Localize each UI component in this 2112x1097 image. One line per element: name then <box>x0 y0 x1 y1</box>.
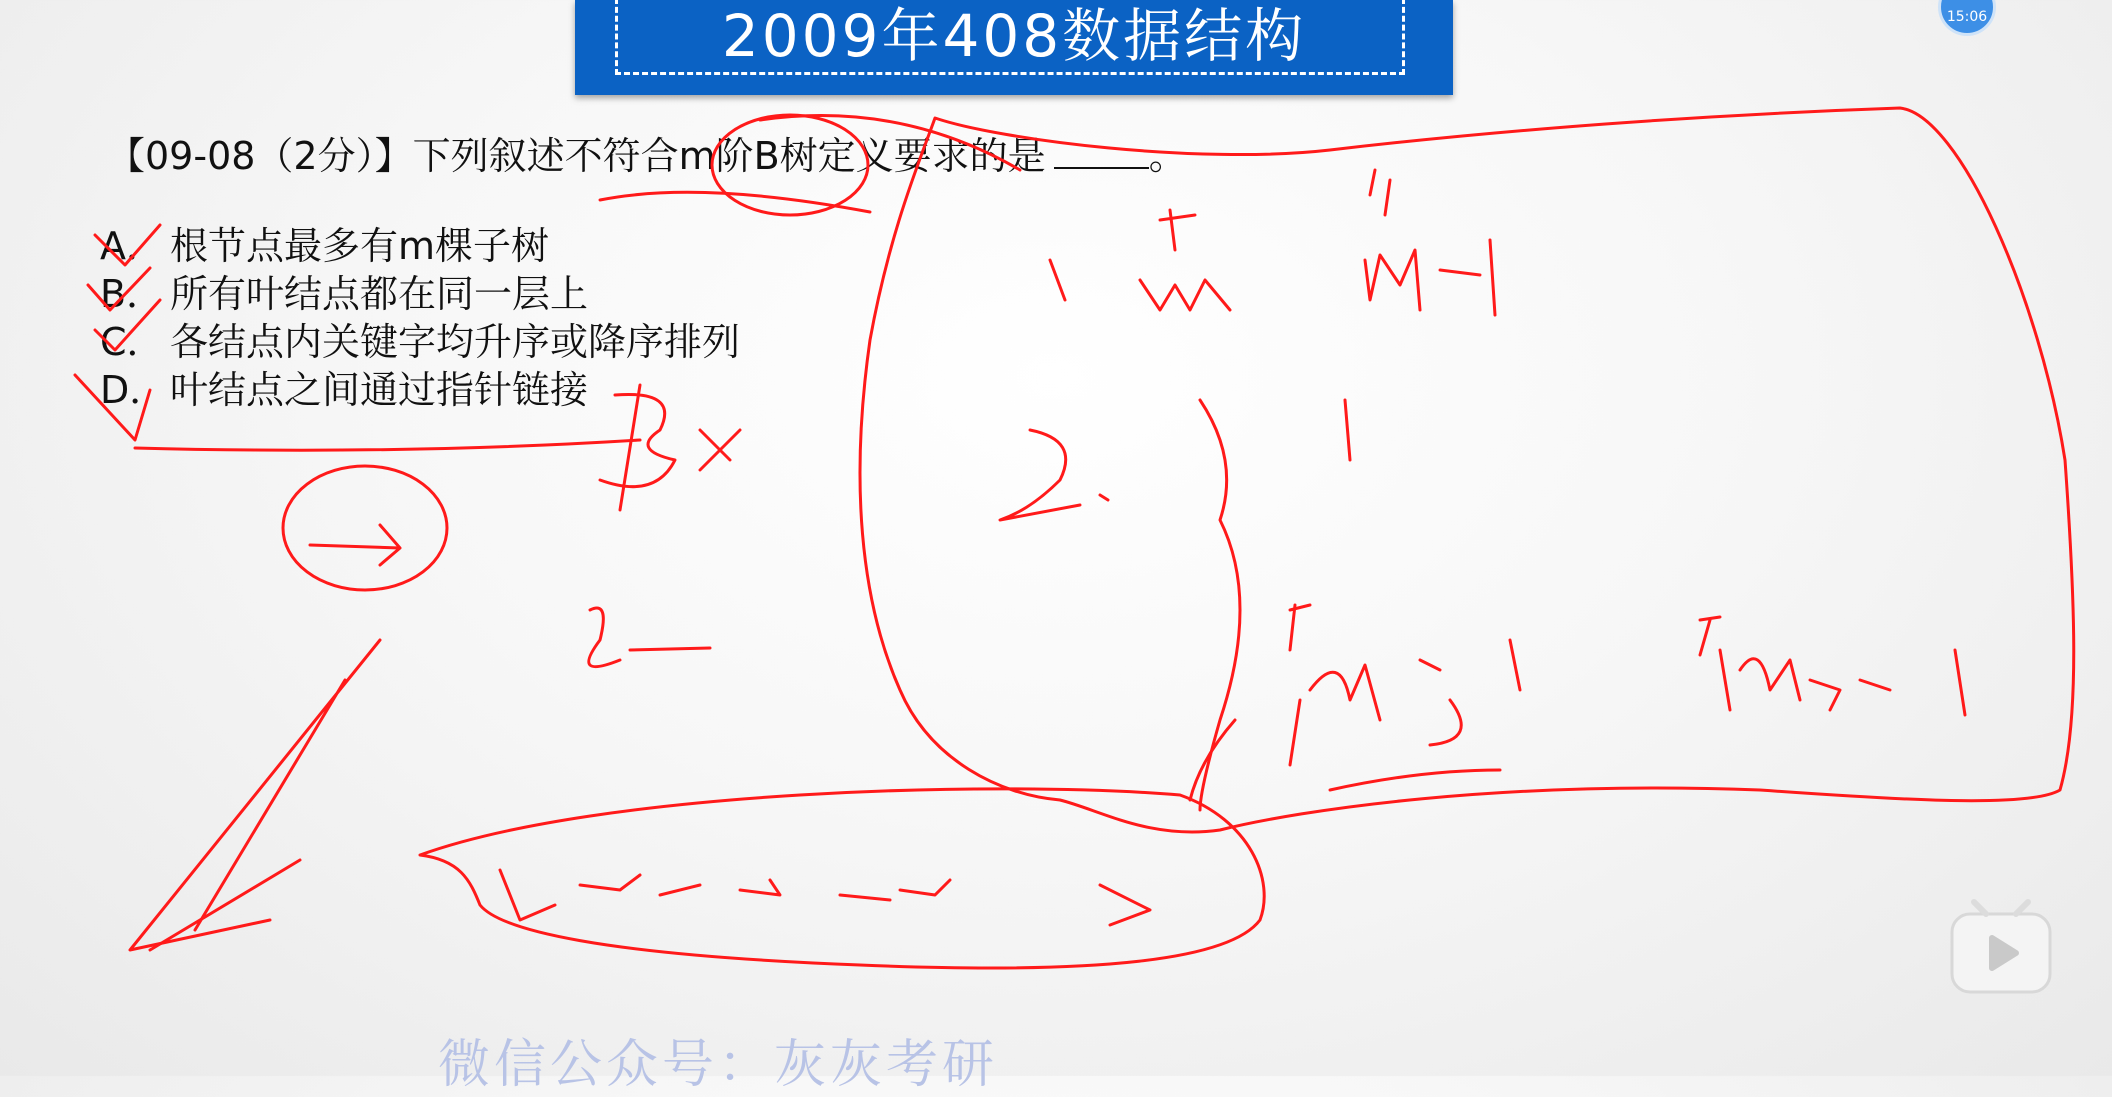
option-text: 所有叶结点都在同一层上 <box>170 272 589 316</box>
annotation-label-max <box>1160 170 1390 250</box>
option-text: 叶结点之间通过指针链接 <box>170 368 589 412</box>
option-d <box>100 366 740 414</box>
annotation-underline-d <box>135 440 640 450</box>
annotation-underline-bottom <box>1330 770 1500 790</box>
title-banner <box>575 0 1453 95</box>
clock-badge: 15:06 <box>1938 0 1996 36</box>
annotation-bottom-ellipse <box>420 789 1264 968</box>
annotation-label-m <box>1140 280 1230 310</box>
option-c <box>100 318 740 366</box>
option-text: 根节点最多有m棵子树 <box>170 224 550 268</box>
annotation-ceil-m-half-minus-1 <box>1700 617 1965 715</box>
question-text <box>107 125 1187 180</box>
option-a <box>100 222 740 270</box>
answer-blank <box>1054 135 1149 169</box>
question-end: 。 <box>1148 134 1187 178</box>
slide-title: 2009年408数据结构 <box>721 2 1307 70</box>
question-stem: 【09-08（2分）】下列叙述不符合m阶B树定义要求的是 <box>107 134 1046 178</box>
annotation-inner-arrow <box>310 525 400 565</box>
option-b <box>100 270 740 318</box>
annotation-hook <box>1190 720 1235 800</box>
option-letter: A． <box>100 224 164 268</box>
annotation-big-loop <box>860 108 2074 832</box>
annotation-circle-arrow <box>283 466 447 590</box>
annotation-label-2 <box>1000 430 1108 520</box>
option-letter: D． <box>100 368 168 412</box>
annotation-ceil-m-half <box>1290 605 1520 765</box>
options-list <box>100 222 740 414</box>
play-button[interactable] <box>1946 898 2056 998</box>
watermark: 微信公众号：灰灰考研 <box>438 1035 999 1095</box>
annotation-vertical-1 <box>1345 400 1350 460</box>
annotation-arc <box>1200 400 1240 810</box>
option-text: 各结点内关键字均升序或降序排列 <box>170 320 741 364</box>
annotation-bminus <box>589 608 710 667</box>
annotation-label-1 <box>1050 260 1065 300</box>
annotation-arrow-head <box>150 860 300 950</box>
option-letter: B． <box>100 272 165 316</box>
play-icon <box>1946 898 2056 998</box>
annotation-bottom-arrows <box>500 870 1150 925</box>
annotation-underline-question <box>600 192 870 212</box>
option-letter: C． <box>100 320 165 364</box>
annotation-arrow-long <box>130 640 380 950</box>
annotation-label-m-minus-1 <box>1365 240 1495 315</box>
